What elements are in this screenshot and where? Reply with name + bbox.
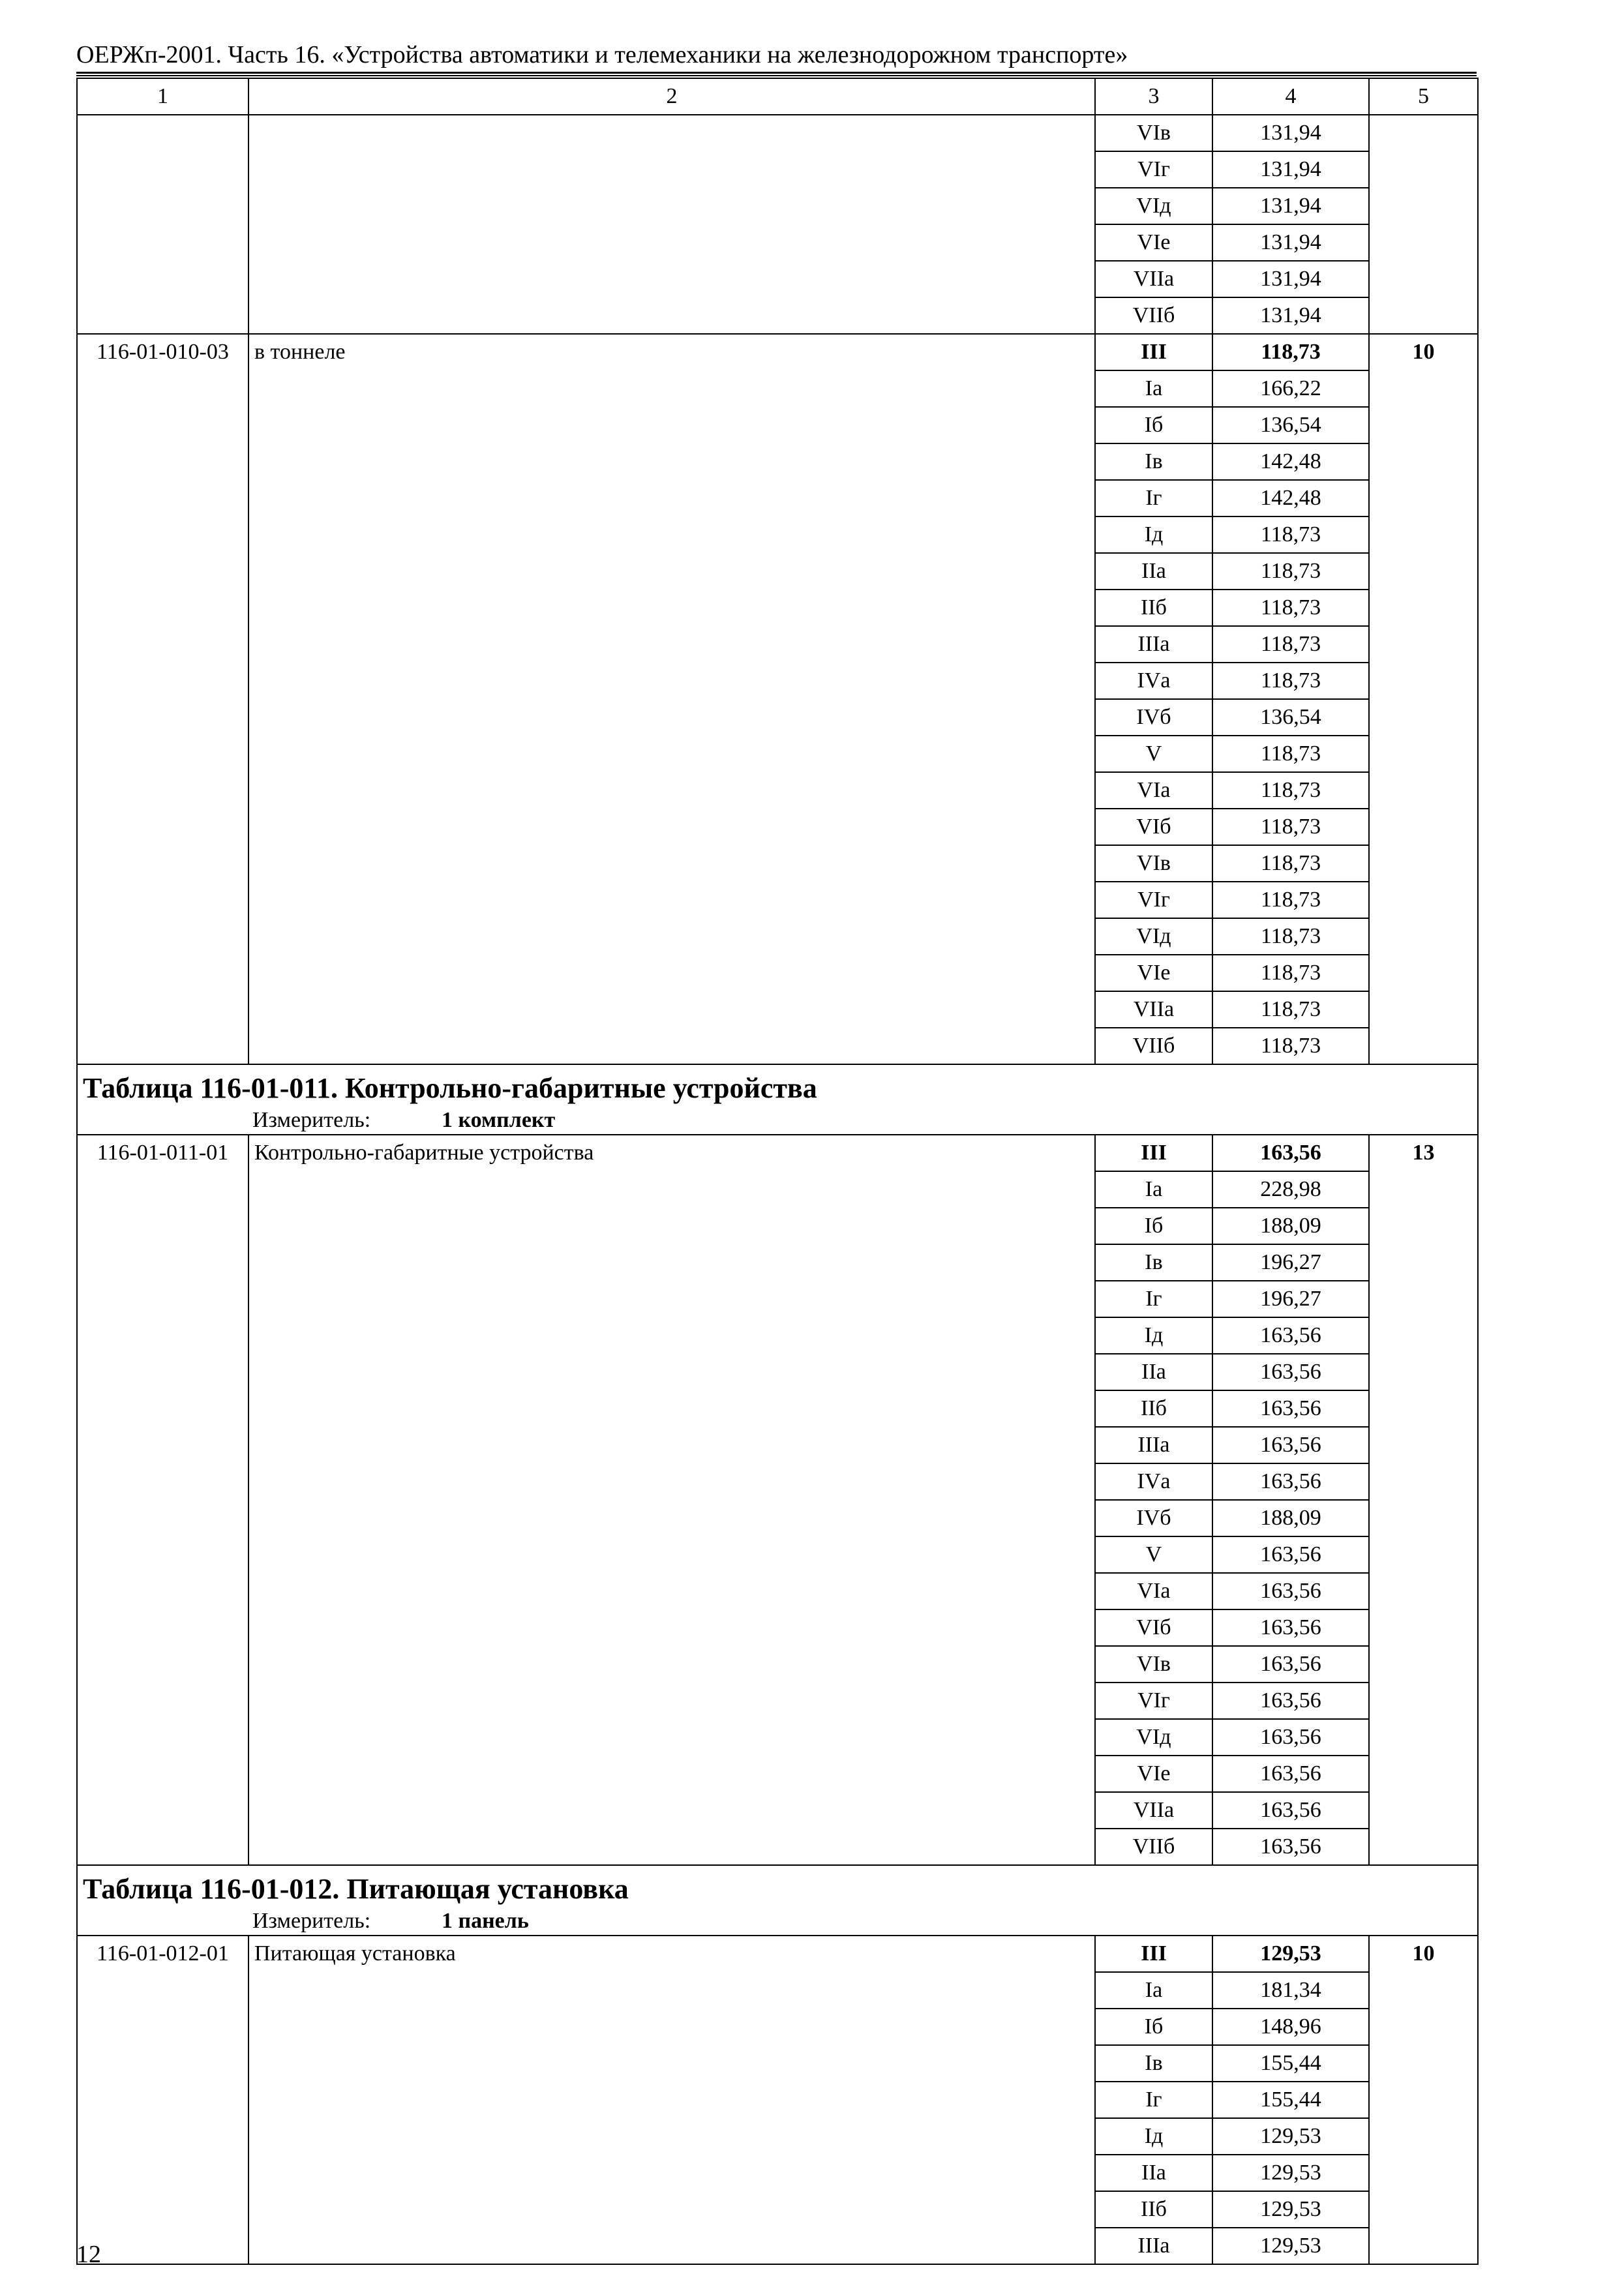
zone-cell: V (1095, 1536, 1212, 1573)
zone-cell: VIе (1095, 224, 1212, 261)
zone-cell: VIб (1095, 1609, 1212, 1646)
zone-cell: IIа (1095, 553, 1212, 590)
zone-cell: IVа (1095, 663, 1212, 699)
zone-cell: VIа (1095, 772, 1212, 809)
item-name: Контрольно-габаритные устройства (248, 1135, 1095, 1865)
price-cell: 163,56 (1212, 1354, 1369, 1390)
page-number: 12 (76, 2241, 101, 2268)
price-cell: 163,56 (1212, 1646, 1369, 1683)
price-cell: 129,53 (1212, 2118, 1369, 2155)
price-cell: 129,53 (1212, 2228, 1369, 2264)
price-cell: 118,73 (1212, 772, 1369, 809)
price-cell: 196,27 (1212, 1244, 1369, 1281)
unit-value: 1 комплект (442, 1108, 556, 1132)
price-cell: 163,56 (1212, 1573, 1369, 1609)
price-cell: 129,53 (1212, 2155, 1369, 2191)
price-cell: 155,44 (1212, 2082, 1369, 2118)
price-cell: 196,27 (1212, 1281, 1369, 1317)
zone-cell: IIб (1095, 590, 1212, 626)
price-cell: 163,56 (1212, 1463, 1369, 1500)
zone-cell: Iв (1095, 1244, 1212, 1281)
price-cell: 118,73 (1212, 626, 1369, 663)
category-cell: 13 (1369, 1135, 1478, 1865)
price-cell: 228,98 (1212, 1171, 1369, 1208)
category-cell: 10 (1369, 1936, 1478, 2264)
unit-label: Измеритель: (252, 1909, 371, 1933)
price-cell: 131,94 (1212, 115, 1369, 151)
zone-cell: III (1095, 1135, 1212, 1171)
section-unit (83, 1909, 1477, 1935)
table-row (77, 334, 1478, 370)
price-cell: 166,22 (1212, 370, 1369, 407)
price-cell: 136,54 (1212, 407, 1369, 443)
zone-cell: VIIб (1095, 1829, 1212, 1865)
zone-cell: VIд (1095, 1719, 1212, 1756)
column-number-row (77, 78, 1478, 115)
zone-cell: VIг (1095, 1683, 1212, 1719)
price-cell: 131,94 (1212, 297, 1369, 334)
zone-cell: Iд (1095, 516, 1212, 553)
price-cell: 163,56 (1212, 1719, 1369, 1756)
zone-cell: IVб (1095, 699, 1212, 736)
section-header-row (77, 1865, 1478, 1936)
document-header: ОЕРЖп-2001. Часть 16. «Устройства автоматики и телемеханики на железнодорожном транспорте» (76, 41, 1128, 68)
category-cell: 10 (1369, 334, 1478, 1064)
zone-cell: III (1095, 1936, 1212, 1972)
zone-cell: IIа (1095, 2155, 1212, 2191)
column-number: 5 (1369, 78, 1478, 115)
price-cell: 136,54 (1212, 699, 1369, 736)
item-code: 116-01-011-01 (77, 1135, 248, 1865)
price-cell: 129,53 (1212, 1936, 1369, 1972)
table-row (77, 115, 1478, 151)
column-number: 2 (248, 78, 1095, 115)
zone-cell: IVб (1095, 1500, 1212, 1536)
price-cell: 181,34 (1212, 1972, 1369, 2009)
header-rule-2 (76, 75, 1477, 76)
item-name: в тоннеле (248, 334, 1095, 1064)
zone-cell: Iд (1095, 2118, 1212, 2155)
price-cell: 118,73 (1212, 516, 1369, 553)
table-row (77, 1936, 1478, 1972)
price-cell: 131,94 (1212, 261, 1369, 297)
zone-cell: Iа (1095, 1171, 1212, 1208)
section-title: Таблица 116-01-012. Питающая установка (83, 1873, 629, 1905)
price-cell: 118,73 (1212, 991, 1369, 1028)
price-cell: 188,09 (1212, 1208, 1369, 1244)
section-unit (83, 1108, 1477, 1134)
price-cell: 131,94 (1212, 224, 1369, 261)
item-name: Питающая установка (248, 1936, 1095, 2264)
zone-cell: VIд (1095, 918, 1212, 955)
zone-cell: Iг (1095, 480, 1212, 516)
price-cell: 118,73 (1212, 809, 1369, 845)
price-cell: 163,56 (1212, 1792, 1369, 1829)
price-cell: 118,73 (1212, 1028, 1369, 1064)
zone-cell: IIIа (1095, 2228, 1212, 2264)
price-cell: 163,56 (1212, 1427, 1369, 1463)
zone-cell: VIд (1095, 188, 1212, 224)
zone-cell: Iб (1095, 1208, 1212, 1244)
zone-cell: IIа (1095, 1354, 1212, 1390)
zone-cell: VIг (1095, 882, 1212, 918)
price-cell: 163,56 (1212, 1683, 1369, 1719)
price-cell: 118,73 (1212, 553, 1369, 590)
price-cell: 188,09 (1212, 1500, 1369, 1536)
price-cell: 118,73 (1212, 845, 1369, 882)
zone-cell: IIб (1095, 1390, 1212, 1427)
item-code (77, 115, 248, 334)
price-cell: 163,56 (1212, 1135, 1369, 1171)
price-cell: 163,56 (1212, 1390, 1369, 1427)
price-cell: 163,56 (1212, 1609, 1369, 1646)
header-rule (76, 72, 1477, 74)
price-cell: 142,48 (1212, 443, 1369, 480)
price-cell: 131,94 (1212, 188, 1369, 224)
zone-cell: Iв (1095, 2045, 1212, 2082)
zone-cell: VIIа (1095, 991, 1212, 1028)
zone-cell: VIб (1095, 809, 1212, 845)
column-number: 3 (1095, 78, 1212, 115)
zone-cell: Iг (1095, 2082, 1212, 2118)
zone-cell: VIг (1095, 151, 1212, 188)
price-cell: 148,96 (1212, 2009, 1369, 2045)
zone-cell: Iг (1095, 1281, 1212, 1317)
item-code: 116-01-012-01 (77, 1936, 248, 2264)
price-cell: 142,48 (1212, 480, 1369, 516)
zone-cell: VIIа (1095, 1792, 1212, 1829)
zone-cell: IIIа (1095, 1427, 1212, 1463)
zone-cell: Iв (1095, 443, 1212, 480)
item-code: 116-01-010-03 (77, 334, 248, 1064)
section-title: Таблица 116-01-011. Контрольно-габаритные устройства (83, 1072, 817, 1104)
zone-cell: VIIа (1095, 261, 1212, 297)
item-name (248, 115, 1095, 334)
price-cell: 129,53 (1212, 2191, 1369, 2228)
zone-cell: Iб (1095, 407, 1212, 443)
unit-label: Измеритель: (252, 1108, 371, 1132)
section-header-row (77, 1064, 1478, 1135)
zone-cell: III (1095, 334, 1212, 370)
zone-cell: VIв (1095, 1646, 1212, 1683)
price-cell: 118,73 (1212, 590, 1369, 626)
category-cell (1369, 115, 1478, 334)
price-table (76, 78, 1479, 2265)
price-cell: 118,73 (1212, 955, 1369, 991)
price-cell: 118,73 (1212, 736, 1369, 772)
column-number: 1 (77, 78, 248, 115)
zone-cell: IVа (1095, 1463, 1212, 1500)
price-cell: 163,56 (1212, 1317, 1369, 1354)
zone-cell: VIв (1095, 115, 1212, 151)
price-cell: 118,73 (1212, 334, 1369, 370)
price-cell: 118,73 (1212, 882, 1369, 918)
zone-cell: Iд (1095, 1317, 1212, 1354)
zone-cell: IIIа (1095, 626, 1212, 663)
zone-cell: Iа (1095, 1972, 1212, 2009)
zone-cell: VIIб (1095, 297, 1212, 334)
zone-cell: VIе (1095, 955, 1212, 991)
price-cell: 118,73 (1212, 663, 1369, 699)
section-header (77, 1064, 1478, 1135)
zone-cell: Iб (1095, 2009, 1212, 2045)
zone-cell: VIа (1095, 1573, 1212, 1609)
zone-cell: VIIб (1095, 1028, 1212, 1064)
price-cell: 118,73 (1212, 918, 1369, 955)
zone-cell: VIв (1095, 845, 1212, 882)
zone-cell: IIб (1095, 2191, 1212, 2228)
price-cell: 163,56 (1212, 1829, 1369, 1865)
table-row (77, 1135, 1478, 1171)
column-number: 4 (1212, 78, 1369, 115)
price-cell: 163,56 (1212, 1756, 1369, 1792)
price-cell: 155,44 (1212, 2045, 1369, 2082)
price-cell: 131,94 (1212, 151, 1369, 188)
zone-cell: VIе (1095, 1756, 1212, 1792)
section-header (77, 1865, 1478, 1936)
zone-cell: V (1095, 736, 1212, 772)
unit-value: 1 панель (442, 1909, 529, 1933)
price-cell: 163,56 (1212, 1536, 1369, 1573)
zone-cell: Iа (1095, 370, 1212, 407)
